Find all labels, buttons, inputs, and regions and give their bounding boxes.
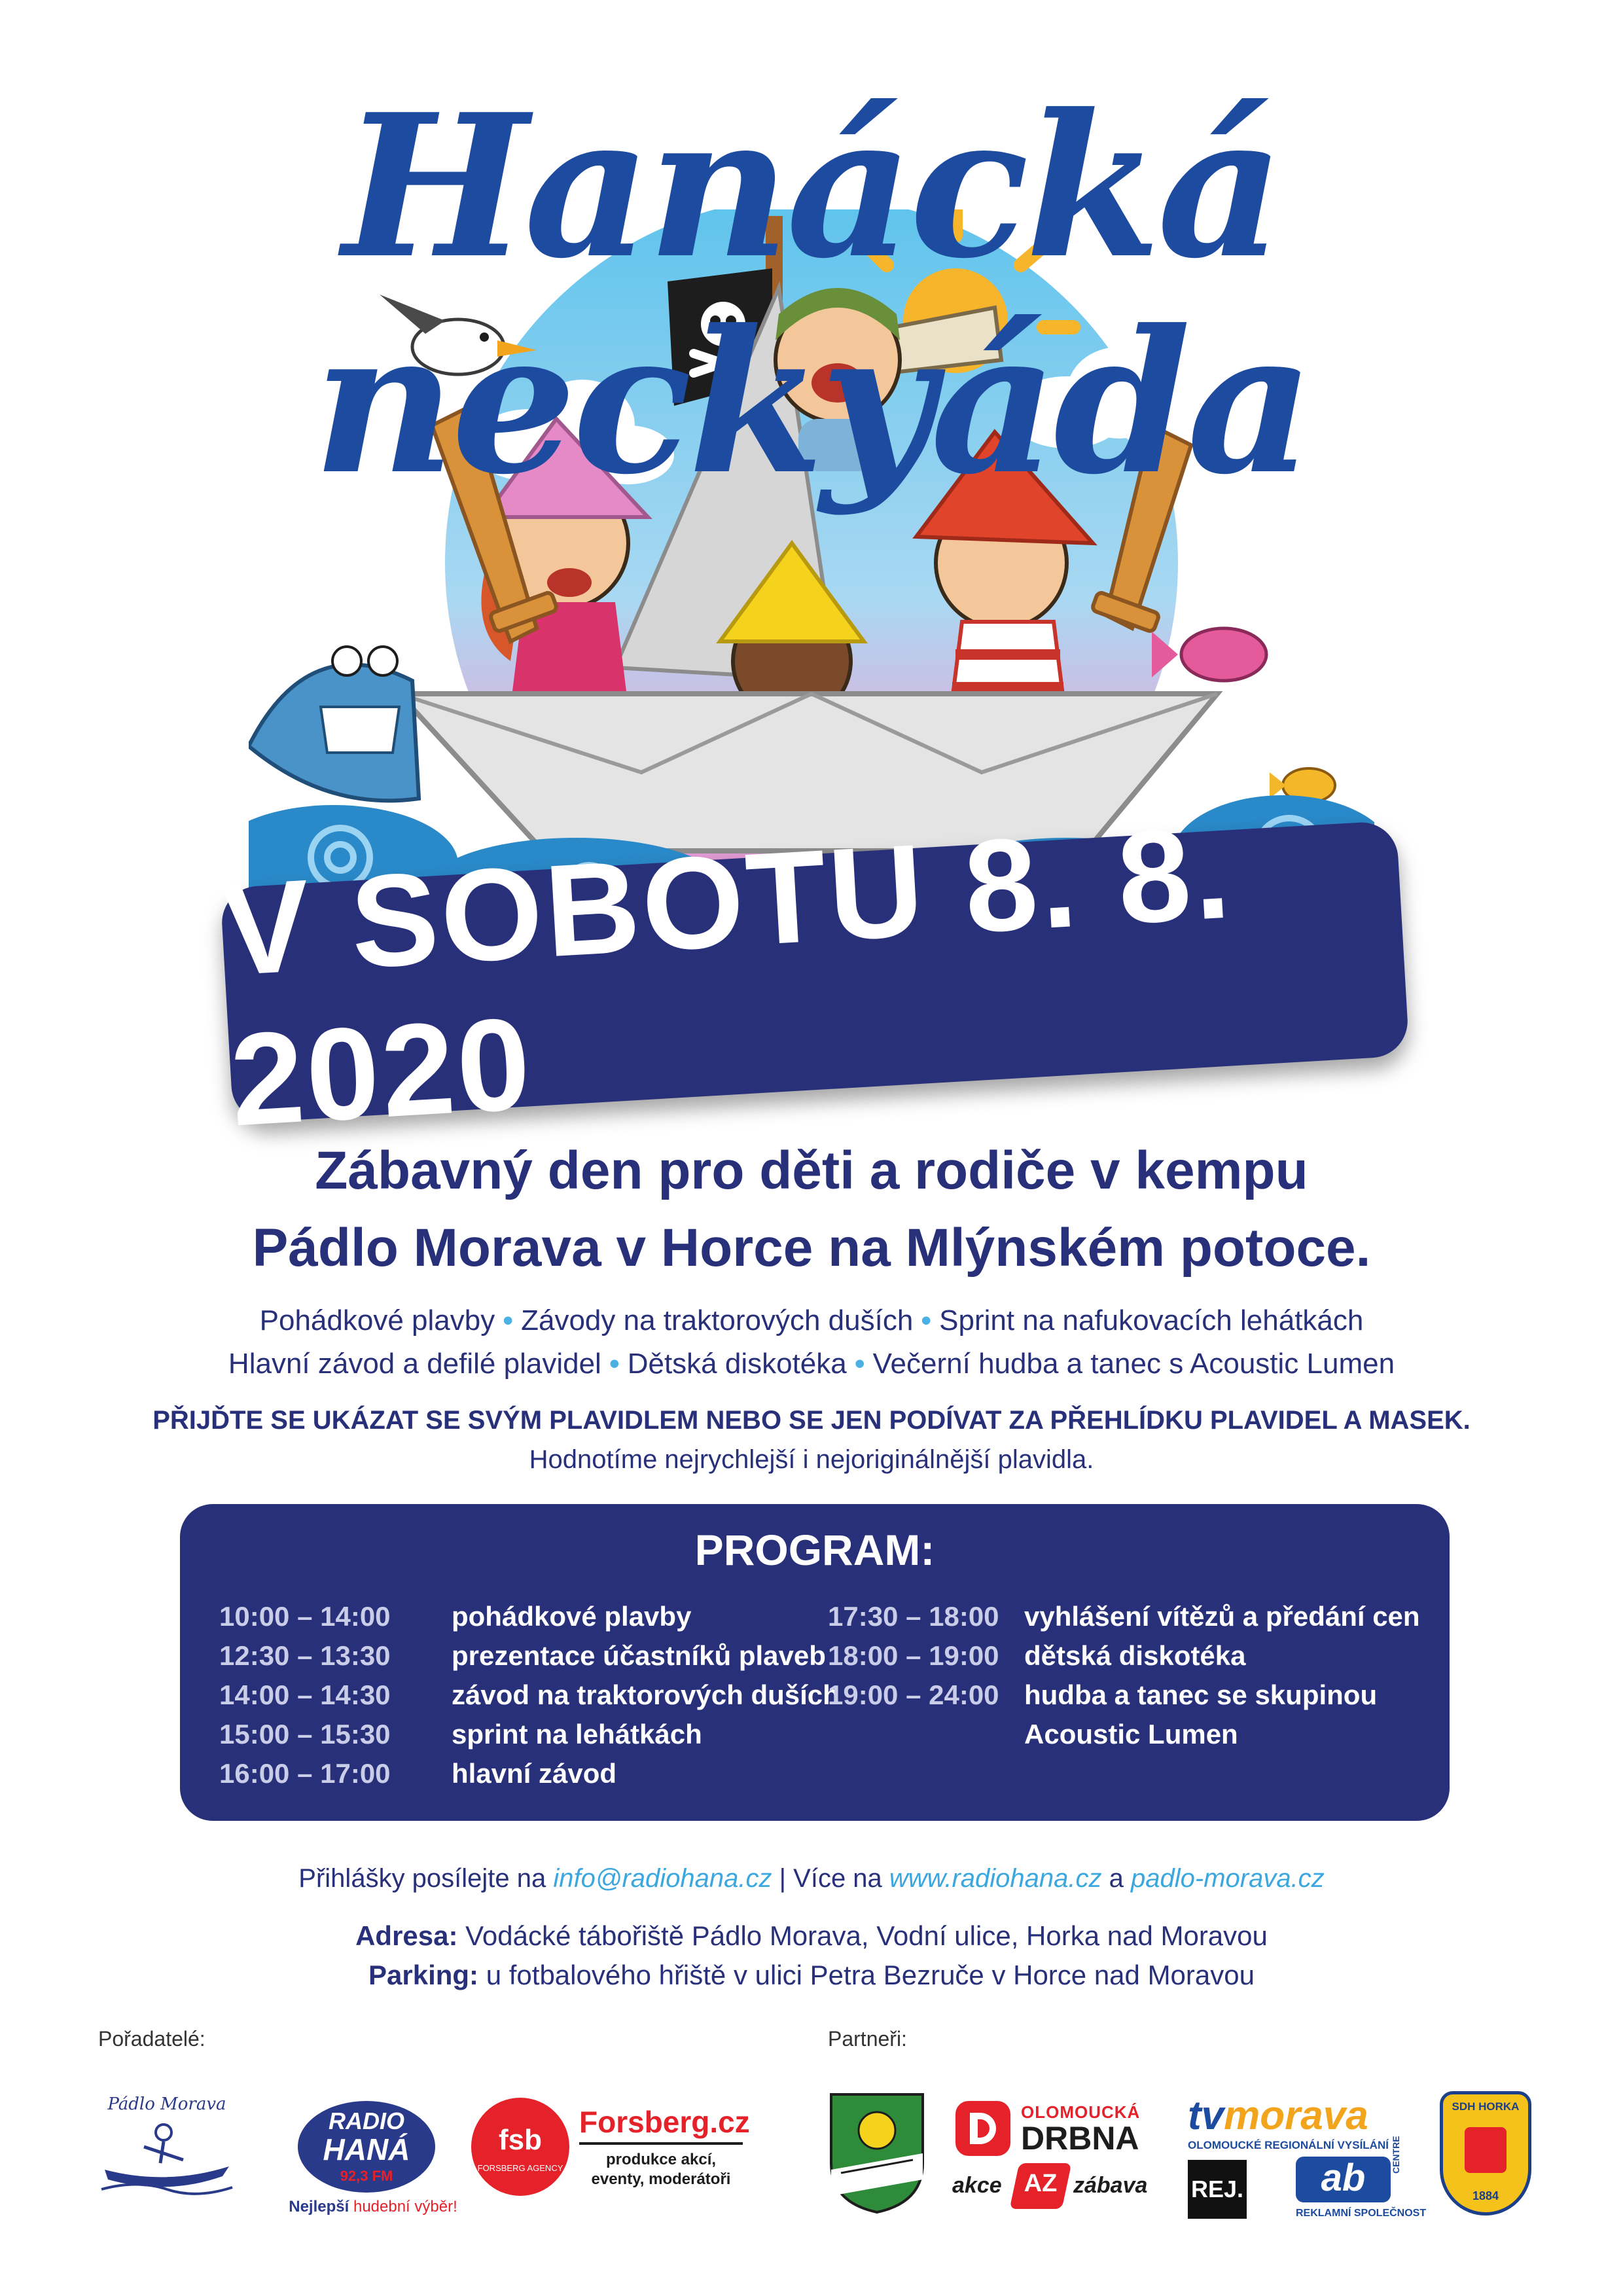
tv-morava-logo xyxy=(1188,2094,1417,2160)
forsberg-sub-line-2: eventy, moderátoři xyxy=(591,2170,731,2188)
date-banner-text: V SOBOTU 8. 8. 2020 xyxy=(218,799,1236,1154)
program-activity: pohádkové plavby xyxy=(452,1601,692,1632)
forsberg-name: Forsberg.cz xyxy=(579,2105,750,2139)
activities-list xyxy=(0,1299,1623,1386)
program-activity: hudba a tanec se skupinou xyxy=(1024,1679,1378,1710)
contacts-prefix: Přihlášky posílejte na xyxy=(298,1864,554,1893)
bullet-separator: • xyxy=(503,1304,513,1336)
radio-hana-name xyxy=(298,2109,435,2165)
contacts-line xyxy=(0,1859,1623,1898)
program-activity: Acoustic Lumen xyxy=(1024,1719,1238,1749)
radiohana-link[interactable]: www.radiohana.cz xyxy=(889,1864,1102,1893)
horka-coat-of-arms-icon xyxy=(828,2091,926,2215)
program-time: 16:00 – 17:00 xyxy=(219,1758,391,1789)
sdh-horka-logo xyxy=(1440,2091,1531,2215)
address-line xyxy=(0,1916,1623,1956)
shark xyxy=(249,647,419,800)
program-activity: dětská diskotéka xyxy=(1024,1640,1246,1671)
radio-hana-logo xyxy=(275,2088,471,2219)
bullet-separator: • xyxy=(921,1304,931,1336)
radio-word: RADIO xyxy=(329,2108,404,2134)
forsberg-sub-line-1: produkce akcí, xyxy=(605,2151,717,2168)
radio-slogan xyxy=(275,2198,471,2216)
headline-line-1: Zábavný den pro děti a rodiče v kempu xyxy=(315,1141,1308,1200)
akce-az-zabava-logo xyxy=(952,2160,1162,2212)
program-time: 12:30 – 13:30 xyxy=(219,1640,391,1671)
activity-item: Pohádkové plavby xyxy=(259,1304,495,1336)
padlo-morava-link[interactable]: padlo-morava.cz xyxy=(1131,1864,1325,1893)
sdh-year: 1884 xyxy=(1472,2189,1499,2202)
program-box xyxy=(180,1504,1450,1821)
morava-word: morava xyxy=(1224,2093,1368,2138)
zabava-word: zábava xyxy=(1073,2173,1148,2198)
akce-word: akce xyxy=(952,2173,1002,2198)
program-activity: závod na traktorových duších xyxy=(452,1679,840,1710)
forsberg-sub xyxy=(579,2150,743,2189)
tv-morava-name xyxy=(1188,2094,1368,2138)
activity-item: Sprint na nafukovacích lehátkách xyxy=(939,1304,1364,1336)
address-value: Vodácké tábořiště Pádlo Morava, Vodní ulice, Horka nad Moravou xyxy=(457,1920,1268,1951)
program-time: 14:00 – 14:30 xyxy=(219,1679,391,1710)
hana-word: HANÁ xyxy=(323,2132,410,2166)
activity-item: Večerní hudba a tanec s Acoustic Lumen xyxy=(872,1348,1395,1380)
date-banner xyxy=(218,799,1410,1154)
bullet-separator: • xyxy=(609,1348,620,1380)
tv-morava-sub: OLOMOUCKÉ REGIONÁLNÍ VYSÍLÁNÍ xyxy=(1188,2139,1389,2151)
fire-emblem-icon xyxy=(1465,2127,1507,2173)
program-activity: vyhlášení vítězů a předání cen xyxy=(1024,1601,1420,1632)
partners-label: Partneři: xyxy=(828,2027,907,2051)
program-time: 18:00 – 19:00 xyxy=(828,1640,999,1671)
forsberg-logo xyxy=(471,2091,753,2222)
az-word: AZ xyxy=(1024,2170,1058,2197)
program-activity: hlavní závod xyxy=(452,1758,617,1789)
program-time: 10:00 – 14:00 xyxy=(219,1601,391,1632)
activity-item: Dětská diskotéka xyxy=(627,1348,847,1380)
program-title: PROGRAM: xyxy=(694,1526,935,1574)
sdh-text: SDH HORKA xyxy=(1452,2100,1520,2113)
kayak-icon xyxy=(98,2114,236,2199)
invite-text: PŘIJĎTE SE UKÁZAT SE SVÝM PLAVIDLEM NEBO SE JEN PODÍVAT ZA PŘEHLÍDKU PLAVIDEL A MASEK. xyxy=(152,1406,1471,1435)
ab-word: ab xyxy=(1296,2157,1391,2202)
fsb-ring-text: FORSBERG AGENCY xyxy=(477,2163,563,2173)
radio-slogan-rest: hudební výběr! xyxy=(349,2198,457,2215)
rating-text: Hodnotíme nejrychlejší i nejoriginálnější plavidla. xyxy=(529,1445,1094,1474)
tv-word: tv xyxy=(1188,2093,1224,2138)
drbna-word-2: DRBNA xyxy=(1021,2120,1139,2157)
ab-centre-logo xyxy=(1296,2136,1427,2222)
address-block xyxy=(0,1916,1623,1995)
ab-sub: REKLAMNÍ SPOLEČNOST xyxy=(1296,2208,1427,2219)
parking-value: u fotbalového hřiště v ulici Petra Bezruče v Horce nad Moravou xyxy=(478,1960,1255,1990)
fsb-text: fsb xyxy=(499,2124,542,2156)
padlo-morava-logo xyxy=(98,2094,236,2206)
padlo-morava-text: Pádlo Morava xyxy=(107,2094,226,2114)
parking-line xyxy=(0,1956,1623,1995)
ab-centre-side: CENTRE xyxy=(1391,2136,1401,2174)
activities-line-2 xyxy=(0,1342,1623,1386)
radio-slogan-bold: Nejlepší xyxy=(289,2198,349,2215)
address-label: Adresa: xyxy=(355,1920,458,1951)
parking-label: Parking: xyxy=(368,1960,479,1990)
activities-line-1 xyxy=(0,1299,1623,1342)
activity-item: Hlavní závod a defilé plavidel xyxy=(228,1348,601,1380)
program-activity: prezentace účastníků plaveb xyxy=(452,1640,826,1671)
activity-item: Závody na traktorových duších xyxy=(521,1304,914,1336)
program-time: 17:30 – 18:00 xyxy=(828,1601,999,1632)
drbna-word-1: OLOMOUCKÁ xyxy=(1021,2102,1141,2122)
rej-logo: REJ. xyxy=(1188,2160,1247,2219)
event-title: Hanácká neckyáda xyxy=(312,71,1311,518)
program-time: 15:00 – 15:30 xyxy=(219,1719,391,1749)
olomoucka-drbna-logo xyxy=(955,2101,1152,2160)
contacts-and: a xyxy=(1101,1864,1131,1893)
headline-line-2: Pádlo Morava v Horce na Mlýnském potoce. xyxy=(252,1218,1371,1278)
program-activity: sprint na lehátkách xyxy=(452,1719,702,1749)
radio-frequency: 92,3 FM xyxy=(340,2168,393,2184)
program-time: 19:00 – 24:00 xyxy=(828,1679,999,1710)
forsberg-divider xyxy=(579,2142,743,2145)
bullet-separator: • xyxy=(855,1348,865,1380)
contacts-mid: | Více na xyxy=(772,1864,889,1893)
email-link[interactable]: info@radiohana.cz xyxy=(553,1864,772,1893)
organizers-label: Pořadatelé: xyxy=(98,2027,205,2051)
